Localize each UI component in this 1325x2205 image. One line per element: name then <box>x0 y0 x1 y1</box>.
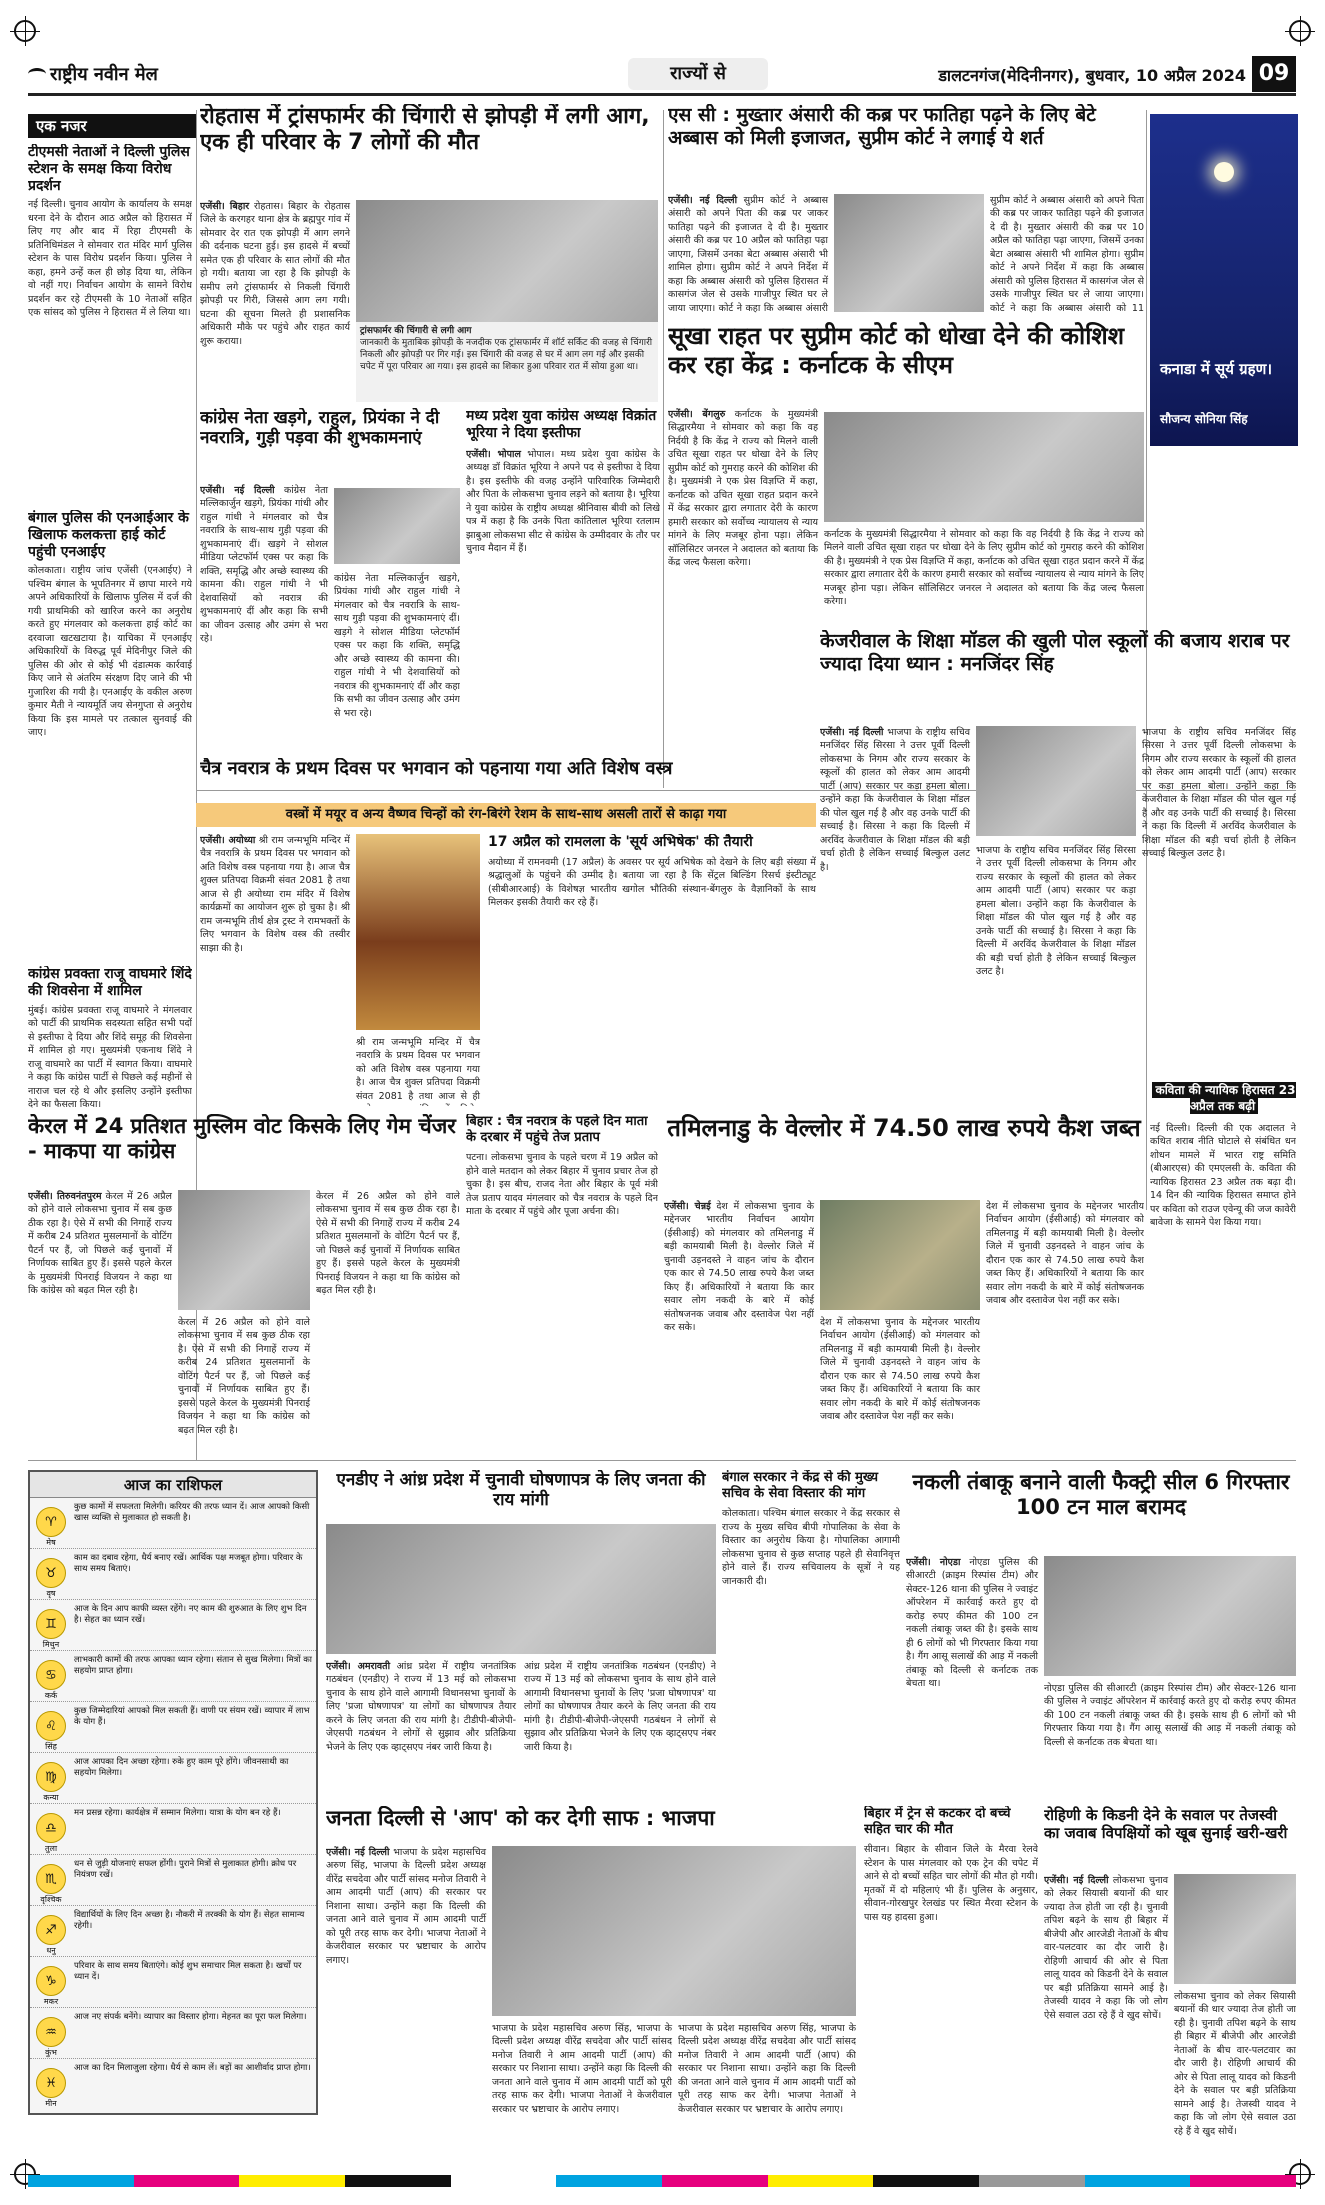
rashi-item <box>30 2008 316 2059</box>
article-photo <box>834 194 984 312</box>
article-headline: केरल में 24 प्रतिशत मुस्लिम वोट किसके लिए गेम चेंजर - माकपा या कांग्रेस <box>28 1114 456 1164</box>
side-headline: 17 अप्रैल को रामलला के 'सूर्य अभिषेक' की तैयारी <box>488 834 753 850</box>
article-body-continued: देश में लोकसभा चुनाव के मद्देनजर भारतीय निर्वाचन आयोग (ईसीआई) को मंगलवार को तमिलनाडु में बड़ी कामयाबी मिली है। वेल्लोर जिले में चुनावी उड़नदस्ते ने वाहन जांच के दौरान एक कार से 74.50 लाख रुपये कैश जब्त किए हैं। अधिकारियों ने बताया कि कार सवार लोग नकदी के बारे में कोई संतोषजनक जवाब और दस्तावेज पेश नहीं कर सके। <box>986 1201 1144 1307</box>
rashi-text: धन से जुड़ी योजनाएं सफल होंगी। पुराने मित्रों से मुलाकात होगी। क्रोध पर नियंत्रण रखें। <box>74 1859 297 1881</box>
taurus-icon: ♉ <box>36 1558 66 1588</box>
rashifal-title: आज का राशिफल <box>30 1472 316 1498</box>
rashi-name: कर्क <box>44 1691 58 1700</box>
rashi-name: वृष <box>46 1589 56 1598</box>
article-text: सुप्रीम कोर्ट ने अब्बास अंसारी को अपने पिता की कब्र पर जाकर फातिहा पढ़ने की इजाजत दे दी है। मुख्तार अंसारी की कब्र पर 10 अप्रैल को फातिहा पढ़ा जाएगा, जिसमें उनका बेटा अब्बास अंसारी भी शामिल होगा। सुप्रीम कोर्ट ने अपने निर्देश में कहा कि अब्बास अंसारी को पुलिस हिरासत में कासगंज जेल से उसके गाजीपुर स्थित घर ले जाया जाएगा। कोर्ट ने कहा कि अब्बास अंसारी <box>668 195 828 314</box>
rashi-name: वृश्चिक <box>40 1895 62 1904</box>
article-photo <box>326 1524 716 1654</box>
color-swatch <box>662 2175 768 2187</box>
article-body <box>326 1660 516 1798</box>
article-body-continued: श्री राम जन्मभूमि मन्दिर में चैत्र नवरात्रि के प्रथम दिवस पर भगवान को अति विशेष वस्त्र पहनाया गया है। आज चैत्र शुक्ल प्रतिपदा विक्रमी संवत 2081 है तथा आज से ही <box>356 1037 480 1102</box>
article-body <box>1044 1874 1168 2162</box>
story-body: नई दिल्ली। चुनाव आयोग के कार्यालय के समक्ष धरना देने के दौरान आठ अप्रैल को हिरासत में लिए गए और बाद में रिहा टीएमसी के प्रतिनिधिमंडल ने सोमवार रात मंदिर मार्ग पुलिस स्टेशन के पास विरोध प्रदर्शन किया। पुलिस ने कहा, हमने उन्हें कल ही छोड़ दिया था, लेकिन वो नहीं गए। निर्वाचन आयोग के सामने विरोध प्रदर्शन कर रहे टीएमसी के 10 नेताओं सहित एक सांसद को पुलिस ने हिरासत में ले लिया था। <box>28 199 192 319</box>
article-text: कर्नाटक के मुख्यमंत्री सिद्धारमैया ने सोमवार को कहा कि वह निर्दयी है कि केंद्र ने राज्य को मिलने वाली उचित सूखा राहत पर धोखा देने के लिए सुप्रीम कोर्ट को गुमराह करने की कोशिश की है। मुख्यमंत्री ने एक प्रेस विज्ञप्ति में कहा, कर्नाटक को उचित सूखा राहत प्रदान करने में केंद्र सरकार द्वारा लगातार देरी के कारण हमारी सरकार को सर्वोच्च न्यायालय से न्याय मांगने के लिए मजबूर होना पड़ा। लेकिन सॉलिसिटर जनरल ने अदालत को बताया कि केंद्र जल्द फैसला करेगा। <box>668 409 818 569</box>
rashi-name: मकर <box>43 1997 59 2006</box>
article-body <box>28 1190 172 1452</box>
rashi-text: आज आपका दिन अच्छा रहेगा। रुके हुए काम पूरे होंगे। जीवनसाथी का सहयोग मिलेगा। <box>74 1757 289 1779</box>
rashi-item <box>30 1957 316 2008</box>
article-photo <box>356 200 658 322</box>
virgo-icon: ♍ <box>36 1762 66 1792</box>
article-body <box>668 408 818 620</box>
advertisement-eclipse <box>1150 114 1298 446</box>
rashi-text: लाभकारी कामों की तरफ आपका ध्यान रहेगा। संतान से सुख मिलेगा। मित्रों का सहयोग प्राप्त होगा। <box>74 1655 312 1677</box>
article-text: लोकसभा चुनाव को लेकर सियासी बयानों की धार ज्यादा तेज होती जा रही है। चुनावी तपिश बढ़ने के साथ ही बिहार में बीजेपी और आरजेडी नेताओं के बीच वार-पलटवार का दौर जारी है। रोहिणी आचार्य की ओर से पिता लालू यादव को किडनी देने के सवाल पर बड़ी प्रतिक्रिया सामने आई है। तेजस्वी यादव ने कहा कि जो लोग ऐसे सवाल उठा रहे हैं वे खुद सोचें। <box>1044 1875 1169 2021</box>
article-photo <box>1174 1874 1296 1984</box>
article-rohtas <box>200 104 658 404</box>
color-swatch <box>873 2175 979 2187</box>
article-bhuria <box>466 408 660 786</box>
article-headline: मध्य प्रदेश युवा कांग्रेस अध्यक्ष विक्रांत भूरिया ने दिया इस्तीफा <box>466 408 657 441</box>
article-photo <box>824 412 1144 522</box>
article-text: रोहतास। बिहार के रोहतास जिले के करगहर थाना क्षेत्र के ब्रह्मपुर गांव में सोमवार देर रात एक झोपड़ी में आग लगने की दर्दनाक घटना हुई। इस हादसे में बच्चों समेत एक ही परिवार के सात लोगों की मौत हो गयी। बताया जा रहा है कि झोपड़ी के समीप लगे ट्रांसफार्मर से निकली चिंगारी झोपड़ी पर गिरी, जिससे आग लग गयी। घटना की सूचना मिलते ही प्रशासनिक अधिकारी मौके पर पहुंचे और राहत कार्य शुरू कराया। <box>200 201 350 347</box>
article-text: भोपाल। मध्य प्रदेश युवा कांग्रेस के अध्यक्ष डॉ विक्रांत भूरिया ने अपने पद से इस्तीफा दे दिया है। इस इस्तीफे की वजह उन्होंने पारिवारिक जिम्मेदारी और पिता के लोकसभा चुनाव लड़ने को बताया है। भूरिया ने युवा कांग्रेस के राष्ट्रीय अध्यक्ष श्रीनिवास बीवी को लिखे पत्र में कहा है कि उनके पिता कांतिलाल भूरिया रतलाम झाबुआ लोकसभा सीट से कांग्रेस के उम्मीदवार के तौर पर चुनाव मैदान में हैं। <box>466 448 660 554</box>
gemini-icon: ♊ <box>36 1609 66 1639</box>
color-swatch <box>28 2175 134 2187</box>
aries-icon: ♈ <box>36 1507 66 1537</box>
registration-mark <box>1289 20 1311 42</box>
article-headline: बंगाल सरकार ने केंद्र से की मुख्य सचिव के सेवा विस्तार की मांग <box>722 1470 879 1501</box>
article-text: आंध्र प्रदेश में राष्ट्रीय जनतांत्रिक गठबंधन (एनडीए) ने राज्य में 13 मई को लोकसभा चुनाव के साथ होने वाले आगामी विधानसभा चुनावों के लिए 'प्रजा घोषणापत्र' या लोगों का घोषणापत्र तैयार करने के लिए जनता की राय मांगी है। टीडीपी-बीजेपी-जेएसपी गठबंधन ने लोगों से सुझाव और प्रतिक्रिया भेजने के लिए एक व्हाट्सएप नंबर जारी किया है। <box>326 1661 516 1753</box>
article-photo <box>178 1190 310 1310</box>
color-swatch <box>134 2175 240 2187</box>
rashi-name: मेष <box>46 1538 56 1547</box>
color-swatch <box>239 2175 345 2187</box>
article-body <box>200 484 328 784</box>
article-kharge <box>200 408 460 786</box>
article-dateline: एजेंसी। नई दिल्ली <box>200 485 275 496</box>
navratri-subhead-band: वस्त्रों में मयूर व अन्य वैष्णव चिन्हों को रंग-बिरंगे रेशम के साथ-साथ असली तारों से काढ़ा गया <box>196 803 816 827</box>
libra-icon: ♎ <box>36 1813 66 1843</box>
cash-photo <box>820 1200 980 1310</box>
article-bengal-cs <box>722 1470 900 1800</box>
rashi-text: काम का दबाव रहेगा, धैर्य बनाए रखें। आर्थिक पक्ष मजबूत होगा। परिवार के साथ समय बिताएं। <box>74 1553 303 1575</box>
photo-caption <box>356 322 658 402</box>
article-body-continued: भाजपा के प्रदेश महासचिव अरुण सिंह, भाजपा के दिल्ली प्रदेश अध्यक्ष वीरेंद्र सचदेवा और पार्टी सांसद मनोज तिवारी ने आम आदमी पार्टी (आप) की सरकार पर निशाना साधा। उन्होंने कहा कि दिल्ली की जनता आने वाले चुनाव में आम आदमी पार्टी को पूरी तरह साफ कर देगी। भाजपा नेताओं ने केजरीवाल सरकार पर भ्रष्टाचार के आरोप लगाए। <box>492 2023 672 2115</box>
rashi-name: कुंभ <box>45 2048 57 2057</box>
pisces-icon: ♓ <box>36 2068 66 2098</box>
rashi-text: परिवार के साथ समय बिताएंगे। कोई शुभ समाचार मिल सकता है। खर्चों पर ध्यान दें। <box>74 1961 302 1983</box>
article-headline: एस सी : मुख्तार अंसारी की कब्र पर फातिहा पढ़ने के लिए बेटे अब्बास को मिली इजाजत, सुप्रीम कोर्ट ने लगाई ये शर्त <box>668 104 1096 149</box>
article-andhra <box>326 1470 716 1800</box>
article-headline: बिहार : चैत्र नवरात्र के पहले दिन माता के दरबार में पहुंचे तेज प्रताप <box>466 1114 648 1145</box>
article-kejriwal <box>820 630 1296 1064</box>
article-aap <box>326 1806 856 2166</box>
article-headline: नकली तंबाकू बनाने वाली फैक्ट्री सील 6 गिरफ्तार 100 टन माल बरामद <box>912 1470 1290 1520</box>
article-body <box>200 200 350 400</box>
article-mukhtar <box>668 104 1144 314</box>
color-swatch <box>345 2175 451 2187</box>
article-dateline: एजेंसी। चेन्नई <box>664 1201 711 1212</box>
article-body-continued: भाजपा के प्रदेश महासचिव अरुण सिंह, भाजपा के दिल्ली प्रदेश अध्यक्ष वीरेंद्र सचदेवा और पार्टी सांसद मनोज तिवारी ने आम आदमी पार्टी (आप) की सरकार पर निशाना साधा। उन्होंने कहा कि दिल्ली की जनता आने वाले चुनाव में आम आदमी पार्टी को पूरी तरह साफ कर देगी। भाजपा नेताओं ने केजरीवाल सरकार पर भ्रष्टाचार के आरोप लगाए। <box>678 2023 856 2115</box>
article-text: भाजपा के राष्ट्रीय सचिव मनजिंदर सिंह सिरसा ने उत्तर पूर्वी दिल्ली लोकसभा के निगम और राज्य सरकार के स्कूलों की हालत को लेकर आम आदमी पार्टी (आप) सरकार पर कड़ा हमला बोला। उन्होंने कहा कि केजरीवाल के शिक्षा मॉडल की पोल खुल गई है और वह उनके पार्टी की सच्चाई है। सिरसा ने कहा कि दिल्ली में अरविंद केजरीवाल के शिक्षा मॉडल की बड़ी चर्चा होती है लेकिन सच्चाई बिल्कुल उलट है। <box>820 727 970 873</box>
section-name: राज्यों से <box>628 58 768 90</box>
color-swatch <box>1085 2175 1191 2187</box>
article-navratri-body <box>200 834 816 1106</box>
color-swatch <box>556 2175 662 2187</box>
article-dateline: एजेंसी। नोएडा <box>906 1557 961 1568</box>
article-headline: बिहार में ट्रेन से कटकर दो बच्चे सहित चार की मौत <box>864 1806 1011 1837</box>
article-navratri <box>200 758 816 798</box>
article-body-continued: सुप्रीम कोर्ट ने अब्बास अंसारी को अपने पिता की कब्र पर जाकर फातिहा पढ़ने की इजाजत दे दी है। मुख्तार अंसारी की कब्र पर 10 अप्रैल को फातिहा पढ़ा जाएगा, जिसमें उनका बेटा अब्बास अंसारी भी शामिल होगा। सुप्रीम कोर्ट ने अपने निर्देश में कहा कि अब्बास अंसारी को पुलिस हिरासत में कासगंज जेल से उसके गाजीपुर स्थित घर ले जाया जाएगा। कोर्ट ने कहा कि अब्बास अंसारी को 11 <box>990 195 1144 314</box>
article-dateline: एजेंसी। अमरावती <box>326 1661 391 1672</box>
ek-nazar-header: एक नजर <box>28 114 196 138</box>
article-dateline: एजेंसी। नई दिल्ली <box>326 1847 390 1858</box>
rashi-text: कुछ कामों में सफलता मिलेगी। करियर की तरफ ध्यान दें। आज आपको किसी खास व्यक्ति से मुलाकात हो सकती है। <box>74 1502 310 1524</box>
masthead <box>28 56 1296 96</box>
color-swatch <box>451 2175 557 2187</box>
article-headline: कांग्रेस नेता खड़गे, राहुल, प्रियंका ने दी नवरात्रि, गुड़ी पड़वा की शुभकामनाएं <box>200 408 440 449</box>
rashi-text: आज नए संपर्क बनेंगे। व्यापार का विस्तार होगा। मेहनत का पूरा फल मिलेगा। <box>74 2012 307 2022</box>
article-dateline: एजेंसी। भोपाल <box>466 448 521 460</box>
rashi-item <box>30 1498 316 1549</box>
custody-tag <box>1150 1083 1298 1114</box>
article-body-continued: देश में लोकसभा चुनाव के मद्देनजर भारतीय निर्वाचन आयोग (ईसीआई) को मंगलवार को तमिलनाडु में बड़ी कामयाबी मिली है। वेल्लोर जिले में चुनावी उड़नदस्ते ने वाहन जांच के दौरान एक कार से 74.50 लाख रुपये कैश जब्त किए हैं। अधिकारियों ने बताया कि कार सवार लोग नकदी के बारे में कोई संतोषजनक जवाब और दस्तावेज पेश नहीं कर सके। <box>820 1317 980 1423</box>
article-headline: जनता दिल्ली से 'आप' को कर देगी साफ : भाजपा <box>326 1806 715 1830</box>
rashi-name: कन्या <box>43 1793 59 1802</box>
article-body: कोलकाता। पश्चिम बंगाल सरकार ने केंद्र सरकार से राज्य के मुख्य सचिव बीपी गोपालिका के सेवा के विस्तार का अनुरोध किया है। गोपालिका आगामी लोकसभा चुनाव से कुछ सप्ताह पहले ही सेवानिवृत्त होने वाले हैं। राज्य सचिवालय के सूत्रों ने यह जानकारी दी। <box>722 1508 900 1587</box>
color-swatch <box>768 2175 874 2187</box>
article-headline: रोहतास में ट्रांसफार्मर की चिंगारी से झोपड़ी में लगी आग, एक ही परिवार के 7 लोगों की मौत <box>200 104 650 156</box>
scorpio-icon: ♏ <box>36 1864 66 1894</box>
rashi-item <box>30 1702 316 1753</box>
custody-headline: कविता की न्यायिक हिरासत 23 अप्रैल तक बढ़ी <box>1152 1082 1295 1114</box>
article-bihar <box>466 1114 658 1454</box>
article-tobacco <box>906 1470 1296 1800</box>
article-body <box>326 1846 486 2162</box>
article-headline: चैत्र नवरात्र के प्रथम दिवस पर भगवान को पहनाया गया अति विशेष वस्त्र <box>200 758 673 779</box>
article-body <box>664 1200 814 1452</box>
rashi-name: तुला <box>44 1844 58 1853</box>
article-body <box>466 448 660 556</box>
rashi-text: आज का दिन मिलाजुला रहेगा। धैर्य से काम लें। बड़ों का आशीर्वाद प्राप्त होगा। <box>74 2063 311 2073</box>
rashi-item <box>30 1651 316 1702</box>
article-dateline: एजेंसी। अयोध्या <box>200 835 256 846</box>
side-body: अयोध्या में रामनवमी (17 अप्रैल) के अवसर पर सूर्य अभिषेक को देखने के लिए बड़ी संख्या में श्रद्धालुओं के पहुंचने की उम्मीद है। बताया जा रहा है कि सेंट्रल बिल्डिंग रिसर्च इंस्टीट्यूट (सीबीआरआई) के विशेषज्ञ भारतीय खगोल भौतिकी संस्थान-बेंगलुरु के वैज्ञानिकों के साथ मिलकर इसकी तैयारी कर रहे हैं। <box>488 857 816 909</box>
sagittarius-icon: ♐ <box>36 1915 66 1945</box>
article-karnataka <box>668 322 1144 622</box>
story-headline: बंगाल पुलिस की एनआईआर के खिलाफ कलकत्ता हाई कोर्ट पहुंची एनआईए <box>28 510 189 560</box>
article-text: केरल में 26 अप्रैल को होने वाले लोकसभा चुनाव में सब कुछ ठीक रहा है। ऐसे में सभी की निगाहें राज्य में करीब 24 प्रतिशत मुसलमानों के वोटिंग पैटर्न पर हैं, जो पिछले कई चुनावों में निर्णायक साबित हुए हैं। इससे पहले केरल के मुख्यमंत्री पिनराई विजयन ने कहा था कि कांग्रेस को बढ़त मिल रही है। <box>28 1191 172 1297</box>
print-color-bar <box>28 2175 1296 2187</box>
article-body: पटना। लोकसभा चुनाव के पहले चरण में 19 अप्रैल को होने वाले मतदान को लेकर बिहार में चुनाव प्रचार तेज हो चुका है। इस बीच, राजद नेता और बिहार के पूर्व मंत्री तेज प्रताप यादव मंगलवार को चैत्र नवरात्र के पहले दिन माता के दरबार में पहुंचे और पूजा अर्चना की। <box>466 1152 658 1218</box>
rashi-item <box>30 1906 316 1957</box>
article-body-continued: भाजपा के राष्ट्रीय सचिव मनजिंदर सिंह सिरसा ने उत्तर पूर्वी दिल्ली लोकसभा के निगम और राज्य सरकार के स्कूलों की हालत को लेकर आम आदमी पार्टी (आप) सरकार पर कड़ा हमला बोला। उन्होंने कहा कि केजरीवाल के शिक्षा मॉडल की पोल खुल गई है और वह उनके पार्टी की सच्चाई है। सिरसा ने कहा कि दिल्ली में अरविंद केजरीवाल के शिक्षा मॉडल की बड़ी चर्चा होती है लेकिन सच्चाई बिल्कुल उलट है। <box>1142 727 1296 860</box>
bird-icon <box>28 68 46 80</box>
article-body: नई दिल्ली। दिल्ली की एक अदालत ने कथित शराब नीति घोटाले से संबंधित धन शोधन मामले में भारत राष्ट्र समिति (बीआरएस) की एमएलसी के. कविता की न्यायिक हिरासत 23 अप्रैल तक बढ़ा दी। 14 दिन की न्यायिक हिरासत समाप्त होने पर कविता को राउज एवेन्यू की जज कावेरी बावेजा के सामने पेश किया गया। <box>1150 1123 1296 1229</box>
article-photo <box>492 1846 856 2016</box>
capricorn-icon: ♑ <box>36 1966 66 1996</box>
color-swatch <box>1190 2175 1296 2187</box>
rashi-item <box>30 1549 316 1600</box>
article-dateline: एजेंसी। नई दिल्ली <box>668 195 738 206</box>
column-divider <box>663 110 664 788</box>
article-body-continued: आंध्र प्रदेश में राष्ट्रीय जनतांत्रिक गठबंधन (एनडीए) ने राज्य में 13 मई को लोकसभा चुनाव के साथ होने वाले आगामी विधानसभा चुनावों के लिए 'प्रजा घोषणापत्र' या लोगों का घोषणापत्र तैयार करने के लिए जनता की राय मांगी है। टीडीपी-बीजेपी-जेएसपी गठबंधन ने लोगों से सुझाव और प्रतिक्रिया भेजने के लिए एक व्हाट्सएप नंबर जारी किया है। <box>524 1661 716 1753</box>
article-body-continued: लोकसभा चुनाव को लेकर सियासी बयानों की धार ज्यादा तेज होती जा रही है। चुनावी तपिश बढ़ने के साथ ही बिहार में बीजेपी और आरजेडी नेताओं के बीच वार-पलटवार का दौर जारी है। रोहिणी आचार्य की ओर से पिता लालू यादव को किडनी देने के सवाल पर बड़ी प्रतिक्रिया सामने आई है। तेजस्वी यादव ने कहा कि जो लोग ऐसे सवाल उठा रहे हैं वे खुद सोचें। <box>1174 1991 1296 2137</box>
row-divider <box>28 1460 1296 1461</box>
rashi-item <box>30 2059 316 2110</box>
article-body-continued: भाजपा के राष्ट्रीय सचिव मनजिंदर सिंह सिरसा ने उत्तर पूर्वी दिल्ली लोकसभा के निगम और राज्य सरकार के स्कूलों की हालत को लेकर आम आदमी पार्टी (आप) सरकार पर कड़ा हमला बोला। उन्होंने कहा कि केजरीवाल के शिक्षा मॉडल की पोल खुल गई है और वह उनके पार्टी की सच्चाई है। सिरसा ने कहा कि दिल्ली में अरविंद केजरीवाल के शिक्षा मॉडल की बड़ी चर्चा होती है लेकिन सच्चाई बिल्कुल उलट है। <box>976 845 1136 978</box>
article-headline: एनडीए ने आंध्र प्रदेश में चुनावी घोषणापत्र के लिए जनता की राय मांगी <box>336 1470 706 1511</box>
masthead-title: राष्ट्रीय नवीन मेल <box>50 64 158 85</box>
ek-nazar-story <box>28 144 192 504</box>
article-headline: रोहिणी के किडनी देने के सवाल पर तेजस्वी का जवाब विपक्षियों को खूब सुनाई खरी-खरी <box>1044 1806 1288 1842</box>
article-text: भाजपा के प्रदेश महासचिव अरुण सिंह, भाजपा के दिल्ली प्रदेश अध्यक्ष वीरेंद्र सचदेवा और पार्टी सांसद मनोज तिवारी ने आम आदमी पार्टी (आप) की सरकार पर निशाना साधा। उन्होंने कहा कि दिल्ली की जनता आने वाले चुनाव में आम आदमी पार्टी को पूरी तरह साफ कर देगी। भाजपा नेताओं ने केजरीवाल सरकार पर भ्रष्टाचार के आरोप लगाए। <box>326 1847 486 1966</box>
rashi-name: धनु <box>46 1946 56 1955</box>
ek-nazar-story <box>28 510 192 958</box>
article-dateline: एजेंसी। बेंगलुरु <box>668 409 726 420</box>
rashi-name: मिथुन <box>42 1640 60 1649</box>
article-dateline: एजेंसी। तिरुवनंतपुरम <box>28 1191 102 1202</box>
article-custody <box>1150 1122 1296 1452</box>
article-kerala <box>28 1114 460 1454</box>
cancer-icon: ♋ <box>36 1660 66 1690</box>
article-body-continued: कर्नाटक के मुख्यमंत्री सिद्धारमैया ने सोमवार को कहा कि वह निर्दयी है कि केंद्र ने राज्य को मिलने वाली उचित सूखा राहत पर धोखा देने के लिए सुप्रीम कोर्ट को गुमराह करने की कोशिश की है। मुख्यमंत्री ने एक प्रेस विज्ञप्ति में कहा, कर्नाटक को उचित सूखा राहत प्रदान करने में केंद्र सरकार द्वारा लगातार देरी के कारण हमारी सरकार को सर्वोच्च न्यायालय से न्याय मांगने के लिए मजबूर होना पड़ा। लेकिन सॉलिसिटर जनरल ने अदालत को बताया कि केंद्र जल्द फैसला करेगा। <box>824 529 1144 608</box>
rashifal-box <box>28 1470 318 2115</box>
article-vellore <box>664 1114 1144 1454</box>
article-photo <box>1044 1556 1296 1676</box>
story-body: मुंबई। कांग्रेस प्रवक्ता राजू वाघमारे ने मंगलवार को पार्टी की प्राथमिक सदस्यता सहित सभी पदों से इस्तीफा दे दिया और शिंदे समूह की शिवसेना में शामिल हो गए। मुख्यमंत्री एकनाथ शिंदे ने राजू वाघमारे का पार्टी में स्वागत किया। वाघमारे ने कहा कि कांग्रेस पार्टी से पिछले कई महीनों से नाराज चल रहे थे और इसलिए उन्होंने इस्तीफा देने का फैसला किया। <box>28 1004 192 1110</box>
leo-icon: ♌ <box>36 1711 66 1741</box>
ad-headline: कनाडा में सूर्य ग्रहण। <box>1160 360 1273 378</box>
article-photo <box>334 488 460 564</box>
article-text: नोएडा पुलिस की सीआरटी (क्राइम रिस्पांस टीम) और सेक्टर-126 थाना की पुलिस ने ज्वाइंट ऑपरेशन में कार्रवाई करते हुए दो करोड़ रुपए कीमत की 100 टन नकली तंबाकू जब्त की है। इसके साथ ही 6 लोगों को भी गिरफ्तार किया गया है। गैंग आसू सलाखें की आड़ में नकली तंबाकू को दिल्ली से कर्नाटक तक बेचता था। <box>906 1557 1039 1690</box>
registration-mark <box>14 20 36 42</box>
article-text: कांग्रेस नेता मल्लिकार्जुन खड़गे, प्रियंका गांधी और राहुल गांधी ने मंगलवार को चैत्र नवरात्रि के साथ-साथ गुड़ी पड़वा की शुभकामनाएं दीं। खड़गे ने सोशल मीडिया प्लेटफॉर्म एक्स पर कहा कि शक्ति, समृद्धि और अच्छे स्वास्थ्य की कामना की। राहुल गांधी ने भी देशवासियों को नवरात्र की शुभकामनाएं दीं और कहा कि सभी का जीवन उत्साह और उमंग से भरा रहे। <box>200 485 328 645</box>
rashi-text: विद्यार्थियों के लिए दिन अच्छा है। नौकरी में तरक्की के योग हैं। सेहत सामान्य रहेगी। <box>74 1910 305 1932</box>
article-tejashwi <box>1044 1806 1296 2166</box>
caption-text: जानकारी के मुताबिक झोपड़ी के नजदीक एक ट्रांसफार्मर में शॉर्ट सर्किट की वजह से चिंगारी निकली और झोपड़ी पर गिर गई। इस चिंगारी की वजह से घर में आग लग गई और इसकी चपेट में पूरा परिवार आ गया। इस हादसे का शिकार हुआ परिवार रात में सोया हुआ था। <box>360 338 653 373</box>
aquarius-icon: ♒ <box>36 2017 66 2047</box>
rashi-item <box>30 1855 316 1906</box>
rashi-name: मीन <box>45 2099 57 2108</box>
rashi-text: कुछ जिम्मेदारियां आपको मिल सकती हैं। वाणी पर संयम रखें। व्यापार में लाभ के योग हैं। <box>74 1706 310 1728</box>
rashi-text: आज के दिन आप काफी व्यस्त रहेंगे। नए काम की शुरुआत के लिए शुभ दिन है। सेहत का ध्यान रखें। <box>74 1604 307 1626</box>
eclipse-icon <box>1214 162 1234 182</box>
article-text: देश में लोकसभा चुनाव के मद्देनजर भारतीय निर्वाचन आयोग (ईसीआई) को मंगलवार को तमिलनाडु में बड़ी कामयाबी मिली है। वेल्लोर जिले में चुनावी उड़नदस्ते ने वाहन जांच के दौरान एक कार से 74.50 लाख रुपये कैश जब्त किए हैं। अधिकारियों ने बताया कि कार सवार लोग नकदी के बारे में कोई संतोषजनक जवाब और दस्तावेज पेश नहीं कर सके। <box>664 1201 814 1334</box>
story-headline: कांग्रेस प्रवक्ता राजू वाघमारे शिंदे की शिवसेना में शामिल <box>28 966 192 999</box>
ad-credit: सौजन्य सोनिया सिंह <box>1160 412 1248 426</box>
article-body-continued: केरल में 26 अप्रैल को होने वाले लोकसभा चुनाव में सब कुछ ठीक रहा है। ऐसे में सभी की निगाहें राज्य में करीब 24 प्रतिशत मुसलमानों के वोटिंग पैटर्न पर हैं, जो पिछले कई चुनावों में निर्णायक साबित हुए हैं। इससे पहले केरल के मुख्यमंत्री पिनराई विजयन ने कहा था कि कांग्रेस को बढ़त मिल रही है। <box>178 1317 310 1436</box>
rashi-text: मन प्रसन्न रहेगा। कार्यक्षेत्र में सम्मान मिलेगा। यात्रा के योग बन रहे हैं। <box>74 1808 281 1818</box>
article-photo <box>976 726 1136 836</box>
article-body-continued: नोएडा पुलिस की सीआरटी (क्राइम रिस्पांस टीम) और सेक्टर-126 थाना की पुलिस ने ज्वाइंट ऑपरेशन में कार्रवाई करते हुए दो करोड़ रुपए कीमत की 100 टन नकली तंबाकू जब्त की है। इसके साथ ही 6 लोगों को भी गिरफ्तार किया गया है। गैंग आसू सलाखें की आड़ में नकली तंबाकू को दिल्ली से कर्नाटक तक बेचता था। <box>1044 1683 1296 1748</box>
page-number: 09 <box>1252 56 1296 92</box>
story-headline: टीएमसी नेताओं ने दिल्ली पुलिस स्टेशन के समक्ष किया विरोध प्रदर्शन <box>28 144 190 194</box>
article-body-continued: केरल में 26 अप्रैल को होने वाले लोकसभा चुनाव में सब कुछ ठीक रहा है। ऐसे में सभी की निगाहें राज्य में करीब 24 प्रतिशत मुसलमानों के वोटिंग पैटर्न पर हैं, जो पिछले कई चुनावों में निर्णायक साबित हुए हैं। इससे पहले केरल के मुख्यमंत्री पिनराई विजयन ने कहा था कि कांग्रेस को बढ़त मिल रही है। <box>316 1191 460 1297</box>
color-swatch <box>979 2175 1085 2187</box>
article-headline: केजरीवाल के शिक्षा मॉडल की खुली पोल स्कूलों की बजाय शराब पर ज्यादा दिया ध्यान : मनजिंदर सिंह <box>820 630 1290 675</box>
deity-photo <box>356 834 480 1030</box>
article-body <box>906 1556 1038 1798</box>
article-body <box>200 834 350 1104</box>
article-dateline: एजेंसी। नई दिल्ली <box>820 727 884 738</box>
masthead-logo <box>28 62 158 86</box>
article-train <box>864 1806 1038 2166</box>
rashi-item <box>30 1753 316 1804</box>
article-dateline: एजेंसी। बिहार <box>200 201 250 212</box>
story-body: कोलकाता। राष्ट्रीय जांच एजेंसी (एनआईए) ने पश्चिम बंगाल के भूपतिनगर में छापा मारने गये अपने अधिकारियों के खिलाफ पुलिस में दर्ज की गयी प्राथमिकी को खारिज करने का अनुरोध करते हुए मंगलवार को कलकत्ता हाई कोर्ट का दरवाजा खटखटाया है। याचिका में एनआईए अधिकारियों के विरुद्ध पूर्व मेदिनीपुर जिले की पुलिस की ओर से कोई भी दंडात्मक कार्रवाई किए जाने से अंतरिम संरक्षण दिए जाने की भी गुजारिश की गयी है। एनआईए के वकील अरुण कुमार मैती ने न्यायमूर्ति जय सेनगुप्ता से अनुरोध किया कि इस मामले पर तत्काल सुनवाई की जाए। <box>28 565 192 739</box>
article-body <box>668 194 828 312</box>
article-dateline: एजेंसी। नई दिल्ली <box>1044 1875 1109 1886</box>
article-headline: सूखा राहत पर सुप्रीम कोर्ट को धोखा देने की कोशिश कर रहा केंद्र : कर्नाटक के सीएम <box>668 322 1125 379</box>
rashi-item <box>30 1804 316 1855</box>
rashi-item <box>30 1600 316 1651</box>
article-body <box>820 726 970 1062</box>
article-text: श्री राम जन्मभूमि मन्दिर में चैत्र नवरात्रि के प्रथम दिवस पर भगवान को अति विशेष वस्त्र पहनाया गया है। आज चैत्र शुक्ल प्रतिपदा विक्रमी संवत 2081 है तथा आज से ही अयोध्या राम मंदिर में विशेष कार्यक्रमों का आयोजन शुरू हो चुका है। श्री राम जन्मभूमि तीर्थ क्षेत्र ट्रस्ट ने रामभक्तों के लिए भगवान के विशेष वस्त्र की तस्वीर साझा की है। <box>200 835 350 954</box>
rashi-name: सिंह <box>45 1742 57 1751</box>
article-body: सीवान। बिहार के सीवान जिले के मैरवा रेलवे स्टेशन के पास मंगलवार को एक ट्रेन की चपेट में आने से दो बच्चों सहित चार लोगों की मौत हो गयी। मृतकों में दो महिलाएं भी हैं। पुलिस के अनुसार, सीवान-गोरखपुर रेलखंड पर स्थित मैरवा स्टेशन के पास यह हादसा हुआ। <box>864 1844 1038 1923</box>
caption-title: ट्रांसफार्मर की चिंगारी से लगी आग <box>360 326 472 336</box>
edition-dateline: डालटनगंज(मेदिनीनगर), बुधवार, 10 अप्रैल 2024 <box>938 66 1246 85</box>
article-headline: तमिलनाडु के वेल्लोर में 74.50 लाख रुपये कैश जब्त <box>667 1114 1141 1142</box>
article-body-continued: कांग्रेस नेता मल्लिकार्जुन खड़गे, प्रियंका गांधी और राहुल गांधी ने मंगलवार को चैत्र नवरात्रि के साथ-साथ गुड़ी पड़वा की शुभकामनाएं दीं। खड़गे ने सोशल मीडिया प्लेटफॉर्म एक्स पर कहा कि शक्ति, समृद्धि और अच्छे स्वास्थ्य की कामना की। राहुल गांधी ने भी देशवासियों को नवरात्र की शुभकामनाएं दीं और कहा कि सभी का जीवन उत्साह और उमंग से भरा रहे। <box>334 573 460 719</box>
